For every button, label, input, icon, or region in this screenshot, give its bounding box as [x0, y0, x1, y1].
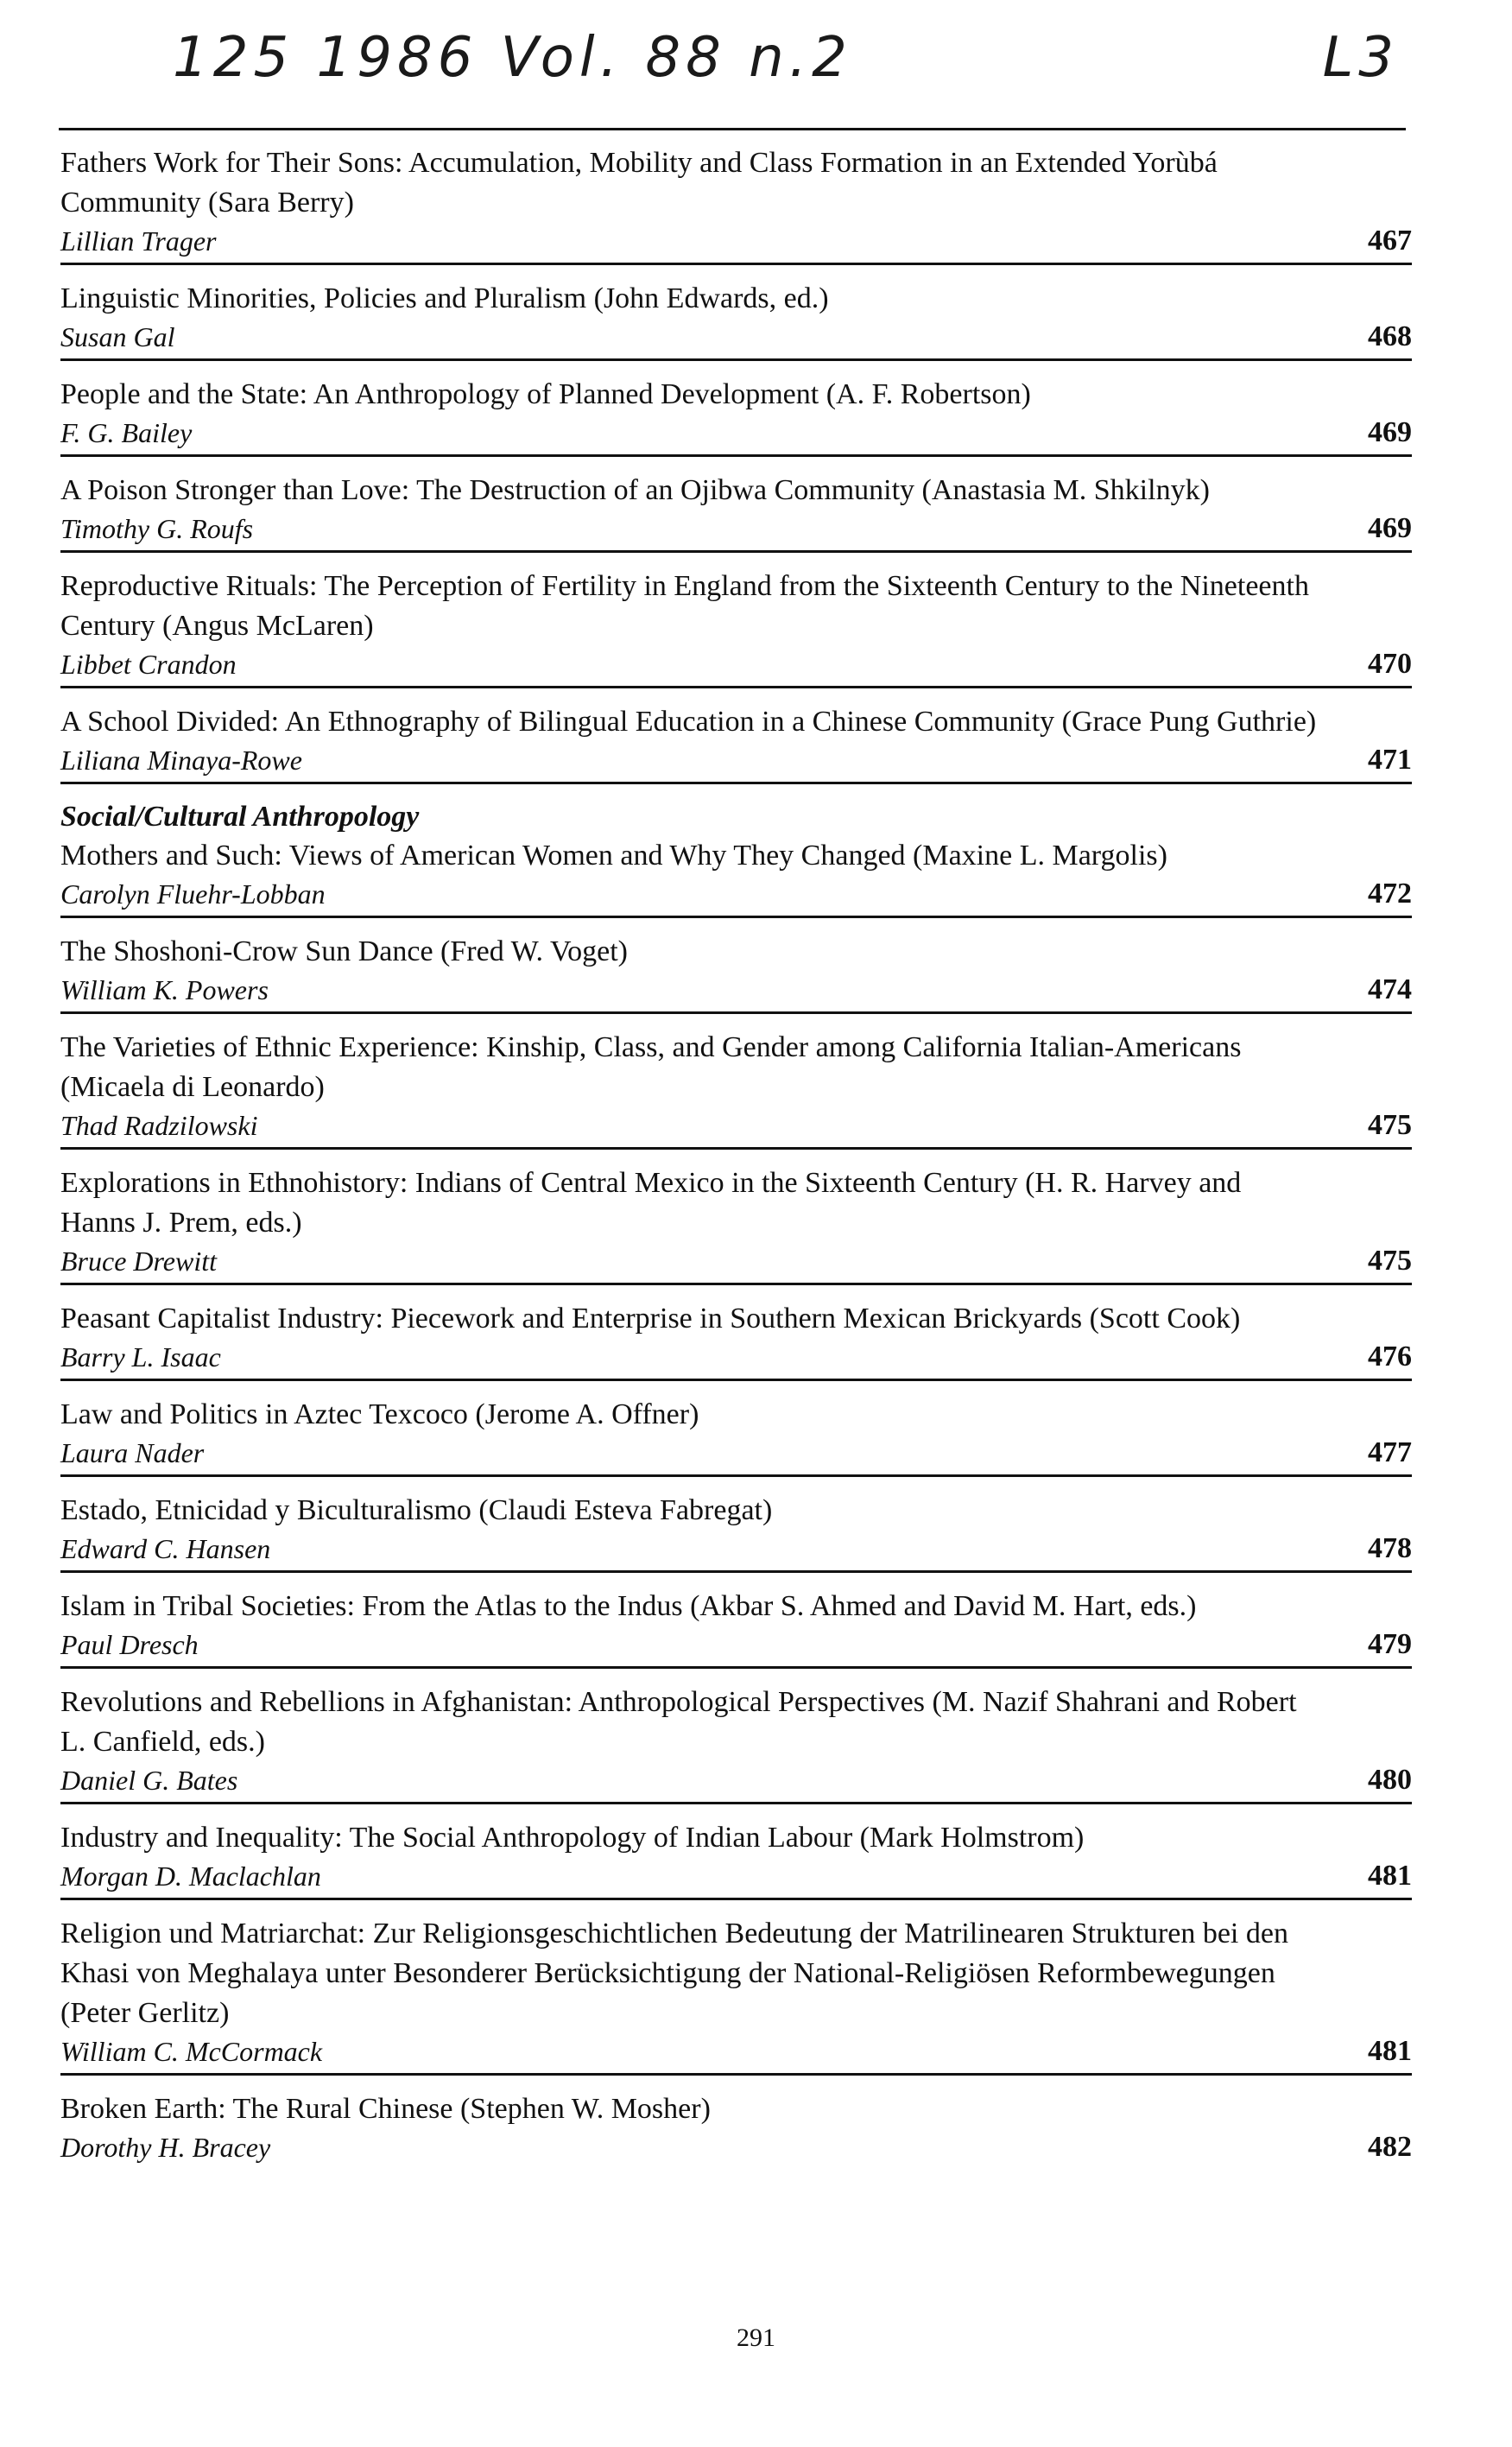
book-title: The Varieties of Ethnic Experience: Kinship, Class, and Gender among California Italian-Americans (Micaela di Leonardo) — [60, 1031, 1242, 1103]
book-title: Peasant Capitalist Industry: Piecework and Enterprise in Southern Mexican Brickyards (Scott Cook) — [60, 1303, 1241, 1334]
reviewer-name: Barry L. Isaac — [60, 1341, 221, 1372]
review-entry — [60, 793, 1412, 918]
review-entry — [60, 138, 1412, 265]
reviewer-name: Paul Dresch — [60, 1629, 199, 1660]
review-entry — [60, 697, 1412, 784]
reviewer-name: William K. Powers — [60, 974, 269, 1005]
page-number: 467 — [1368, 225, 1412, 257]
page-number: 469 — [1368, 512, 1412, 544]
page-number: 482 — [1368, 2131, 1412, 2163]
review-entry — [60, 1390, 1412, 1477]
reviewer-name: Daniel G. Bates — [60, 1765, 238, 1796]
review-entry — [60, 274, 1412, 361]
review-list — [60, 138, 1412, 2178]
reviewer-name: Thad Radzilowski — [60, 1110, 258, 1141]
page-number: 477 — [1368, 1436, 1412, 1468]
page-number: 481 — [1368, 1860, 1412, 1892]
book-title: Broken Earth: The Rural Chinese (Stephen W. Mosher) — [60, 2093, 711, 2125]
review-entry — [60, 1158, 1412, 1285]
page-number: 480 — [1368, 1764, 1412, 1796]
reviewer-name: F. G. Bailey — [60, 417, 193, 448]
review-entry — [60, 927, 1412, 1014]
page-number: 476 — [1368, 1341, 1412, 1372]
folio-page-number: 291 — [737, 2323, 775, 2352]
reviewer-name: William C. McCormack — [60, 2036, 323, 2067]
page-number: 475 — [1368, 1109, 1412, 1141]
book-title: The Shoshoni-Crow Sun Dance (Fred W. Voget) — [60, 935, 628, 967]
review-entry — [60, 1486, 1412, 1573]
book-title: A Poison Stronger than Love: The Destruction of an Ojibwa Community (Anastasia M. Shkilnyk) — [60, 474, 1210, 506]
review-entry — [60, 370, 1412, 457]
book-title: Estado, Etnicidad y Biculturalismo (Claudi Esteva Fabregat) — [60, 1494, 773, 1526]
book-title: Law and Politics in Aztec Texcoco (Jerome A. Offner) — [60, 1398, 699, 1430]
book-title: Islam in Tribal Societies: From the Atlas to the Indus (Akbar S. Ahmed and David M. Hart, eds.) — [60, 1590, 1197, 1622]
page-number: 481 — [1368, 2035, 1412, 2067]
review-entry — [60, 2084, 1412, 2169]
review-entry — [60, 1582, 1412, 1669]
page-number: 472 — [1368, 878, 1412, 910]
review-entry — [60, 561, 1412, 688]
section-heading: Social/Cultural Anthropology — [60, 801, 420, 833]
reviewer-name: Susan Gal — [60, 321, 175, 352]
handwritten-note-right: L3 — [1322, 26, 1399, 90]
page-number: 468 — [1368, 320, 1412, 352]
review-entry — [60, 1909, 1412, 2076]
reviewer-name: Lillian Trager — [60, 225, 217, 257]
page-number: 474 — [1368, 973, 1412, 1005]
book-title: People and the State: An Anthropology of Planned Development (A. F. Robertson) — [60, 378, 1031, 410]
handwritten-note-left: 125 1986 Vol. 88 n.2 — [173, 26, 852, 90]
review-entry — [60, 1677, 1412, 1804]
reviewer-name: Laura Nader — [60, 1437, 205, 1468]
page-number: 475 — [1368, 1245, 1412, 1277]
book-title: Revolutions and Rebellions in Afghanistan: Anthropological Perspectives (M. Nazif Shahrani and Robert L. Canfield, eds.) — [60, 1686, 1297, 1758]
book-title: Mothers and Such: Views of American Women and Why They Changed (Maxine L. Margolis) — [60, 840, 1167, 872]
page-number: 469 — [1368, 416, 1412, 448]
book-title: A School Divided: An Ethnography of Bilingual Education in a Chinese Community (Grace Pung Guthrie) — [60, 706, 1317, 738]
reviewer-name: Dorothy H. Bracey — [60, 2132, 271, 2163]
handwritten-catalog-note — [173, 26, 1399, 90]
reviewer-name: Libbet Crandon — [60, 649, 237, 680]
page-number: 471 — [1368, 744, 1412, 776]
reviewer-name: Carolyn Fluehr-Lobban — [60, 878, 326, 910]
book-title: Linguistic Minorities, Policies and Pluralism (John Edwards, ed.) — [60, 282, 829, 314]
top-rule — [59, 128, 1406, 130]
reviewer-name: Morgan D. Maclachlan — [60, 1861, 321, 1892]
review-entry — [60, 1294, 1412, 1381]
page-number: 478 — [1368, 1532, 1412, 1564]
book-title: Explorations in Ethnohistory: Indians of Central Mexico in the Sixteenth Century (H. R. Harvey and Hanns J. Prem, eds.) — [60, 1167, 1242, 1239]
reviewer-name: Liliana Minaya-Rowe — [60, 745, 302, 776]
reviewer-name: Timothy G. Roufs — [60, 513, 254, 544]
book-title: Fathers Work for Their Sons: Accumulation, Mobility and Class Formation in an Extended Yorùbá Community (Sara Berry) — [60, 147, 1218, 219]
book-title: Industry and Inequality: The Social Anthropology of Indian Labour (Mark Holmstrom) — [60, 1822, 1085, 1854]
page-number: 479 — [1368, 1628, 1412, 1660]
page-number: 470 — [1368, 648, 1412, 680]
book-title: Reproductive Rituals: The Perception of Fertility in England from the Sixteenth Century to the Nineteenth Century (Angus McLaren) — [60, 570, 1309, 642]
review-entry — [60, 1023, 1412, 1150]
reviewer-name: Edward C. Hansen — [60, 1533, 271, 1564]
review-entry — [60, 466, 1412, 553]
review-entry — [60, 1813, 1412, 1900]
reviewer-name: Bruce Drewitt — [60, 1246, 217, 1277]
book-title: Religion und Matriarchat: Zur Religionsgeschichtlichen Bedeutung der Matrilinearen Strukturen bei den Khasi von Meghalaya unter Besonderer Berücksichtigung der National-Religiösen Reformbewegungen (Peter Gerlitz) — [60, 1918, 1288, 2029]
